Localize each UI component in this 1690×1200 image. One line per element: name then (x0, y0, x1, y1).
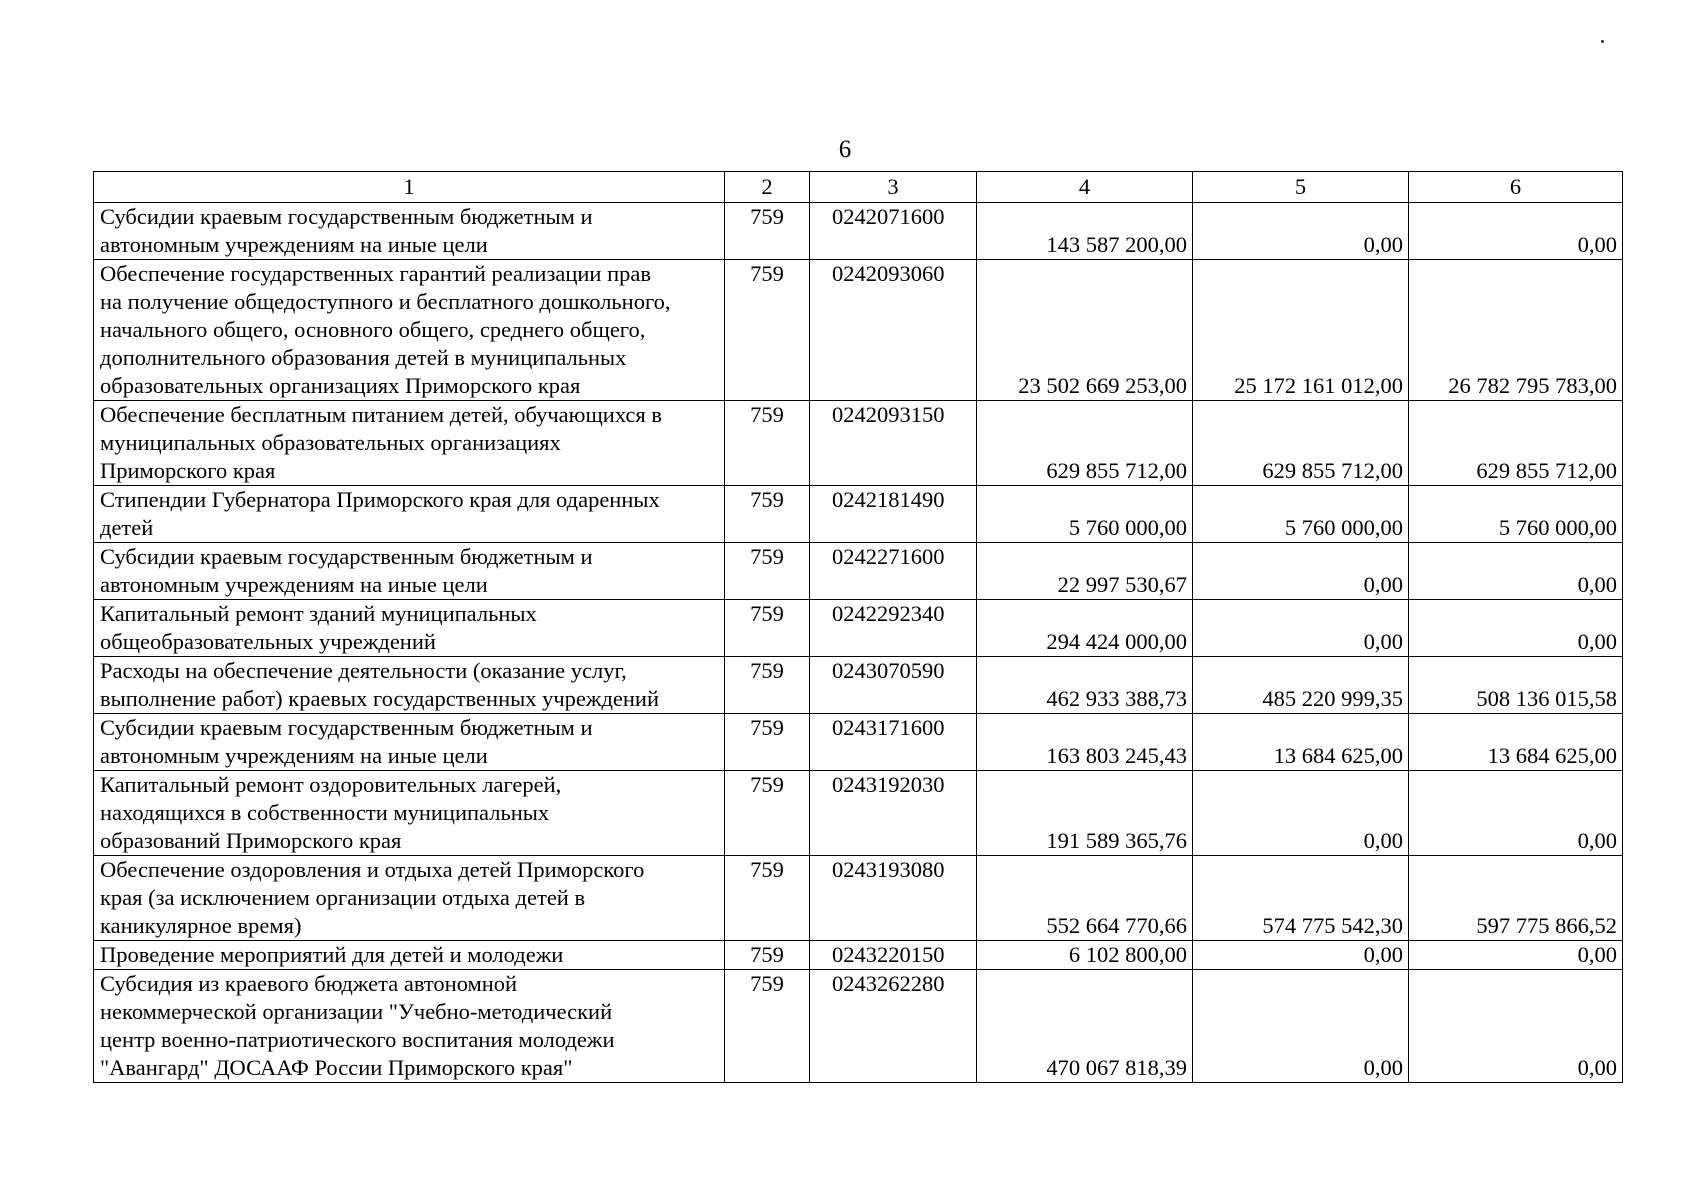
ministry-code-cell: 759 (725, 941, 810, 970)
target-code-cell: 0243192030 (810, 771, 977, 856)
amount-cell-col5: 0,00 (1193, 941, 1409, 970)
amount-cell-col5: 574 775 542,30 (1193, 856, 1409, 941)
ministry-code-cell: 759 (725, 260, 810, 401)
expense-name-line: "Авангард" ДОСААФ России Приморского края" (100, 1055, 573, 1080)
expense-name-cell (94, 970, 725, 1083)
amount-cell-col4: 5 760 000,00 (977, 486, 1193, 543)
expense-name-line: Обеспечение государственных гарантий реализации прав (100, 261, 651, 286)
target-code-cell: 0243193080 (810, 856, 977, 941)
amount-cell-col6: 0,00 (1409, 600, 1623, 657)
amount-cell-col5: 0,00 (1193, 543, 1409, 600)
target-code-cell: 0243070590 (810, 657, 977, 714)
column-header: 3 (810, 172, 977, 203)
amount-cell-col5: 25 172 161 012,00 (1193, 260, 1409, 401)
expense-name-line: муниципальных образовательных организациях (100, 430, 561, 455)
expense-name-cell (94, 486, 725, 543)
target-code-cell: 0242271600 (810, 543, 977, 600)
target-code-cell: 0243220150 (810, 941, 977, 970)
expense-name-line: Капитальный ремонт зданий муниципальных (100, 601, 537, 626)
amount-cell-col5: 0,00 (1193, 970, 1409, 1083)
expense-name-line: образовательных организациях Приморского края (100, 373, 581, 398)
expense-name-line: образований Приморского края (100, 828, 402, 853)
amount-cell-col6: 597 775 866,52 (1409, 856, 1623, 941)
expense-name-cell (94, 203, 725, 260)
expense-name-line: Капитальный ремонт оздоровительных лагерей, (100, 772, 562, 797)
expense-name-line: некоммерческой организации "Учебно-методический (100, 999, 613, 1024)
scan-speck (1601, 40, 1604, 43)
ministry-code-cell: 759 (725, 543, 810, 600)
amount-cell-col5: 0,00 (1193, 600, 1409, 657)
expense-name-line: дополнительного образования детей в муниципальных (100, 345, 627, 370)
expense-name-line: находящихся в собственности муниципальных (100, 800, 550, 825)
column-header: 2 (725, 172, 810, 203)
table-row (94, 401, 1623, 486)
expense-name-line: Приморского края (100, 458, 276, 483)
amount-cell-col6: 0,00 (1409, 970, 1623, 1083)
amount-cell-col5: 13 684 625,00 (1193, 714, 1409, 771)
expense-name-line: автономным учреждениям на иные цели (100, 232, 488, 257)
expense-name-line: начального общего, основного общего, среднего общего, (100, 317, 646, 342)
amount-cell-col5: 0,00 (1193, 771, 1409, 856)
amount-cell-col4: 22 997 530,67 (977, 543, 1193, 600)
expense-name-line: Расходы на обеспечение деятельности (оказание услуг, (100, 658, 627, 683)
amount-cell-col5: 5 760 000,00 (1193, 486, 1409, 543)
target-code-cell: 0242093060 (810, 260, 977, 401)
expense-name-line: Обеспечение оздоровления и отдыха детей Приморского (100, 857, 645, 882)
amount-cell-col5: 629 855 712,00 (1193, 401, 1409, 486)
expense-name-line: Субсидии краевым государственным бюджетным и (100, 204, 593, 229)
amount-cell-col4: 163 803 245,43 (977, 714, 1193, 771)
table-row (94, 657, 1623, 714)
expense-name-line: Обеспечение бесплатным питанием детей, обучающихся в (100, 402, 663, 427)
target-code-cell: 0242071600 (810, 203, 977, 260)
amount-cell-col4: 629 855 712,00 (977, 401, 1193, 486)
target-code-cell: 0242292340 (810, 600, 977, 657)
ministry-code-cell: 759 (725, 203, 810, 260)
ministry-code-cell: 759 (725, 714, 810, 771)
target-code-cell: 0242093150 (810, 401, 977, 486)
expense-name-line: Субсидии краевым государственным бюджетным и (100, 544, 593, 569)
table-row (94, 600, 1623, 657)
amount-cell-col4: 552 664 770,66 (977, 856, 1193, 941)
expense-name-line: каникулярное время) (100, 913, 302, 938)
expense-name-cell (94, 941, 725, 970)
amount-cell-col4: 6 102 800,00 (977, 941, 1193, 970)
expense-name-line: Проведение мероприятий для детей и молодежи (100, 942, 564, 967)
table-row (94, 970, 1623, 1083)
expense-name-cell (94, 771, 725, 856)
expense-name-line: на получение общедоступного и бесплатного дошкольного, (100, 289, 671, 314)
target-code-cell: 0242181490 (810, 486, 977, 543)
amount-cell-col5: 0,00 (1193, 203, 1409, 260)
amount-cell-col6: 26 782 795 783,00 (1409, 260, 1623, 401)
table-row (94, 771, 1623, 856)
table-row (94, 486, 1623, 543)
expense-name-line: края (за исключением организации отдыха детей в (100, 885, 586, 910)
expense-name-line: Стипендии Губернатора Приморского края для одаренных (100, 487, 660, 512)
table-row (94, 260, 1623, 401)
column-header: 4 (977, 172, 1193, 203)
expense-name-line: автономным учреждениям на иные цели (100, 572, 488, 597)
expense-name-cell (94, 600, 725, 657)
target-code-cell: 0243171600 (810, 714, 977, 771)
ministry-code-cell: 759 (725, 657, 810, 714)
amount-cell-col6: 629 855 712,00 (1409, 401, 1623, 486)
column-header: 1 (94, 172, 725, 203)
expense-name-cell (94, 856, 725, 941)
table-row (94, 543, 1623, 600)
column-header: 5 (1193, 172, 1409, 203)
amount-cell-col6: 0,00 (1409, 203, 1623, 260)
amount-cell-col6: 13 684 625,00 (1409, 714, 1623, 771)
expense-name-line: выполнение работ) краевых государственных учреждений (100, 686, 660, 711)
expense-name-line: автономным учреждениям на иные цели (100, 743, 488, 768)
expense-name-line: центр военно-патриотического воспитания молодежи (100, 1027, 615, 1052)
amount-cell-col4: 191 589 365,76 (977, 771, 1193, 856)
expense-name-line: детей (100, 515, 154, 540)
table-header-row (94, 172, 1623, 203)
ministry-code-cell: 759 (725, 600, 810, 657)
amount-cell-col4: 23 502 669 253,00 (977, 260, 1193, 401)
table-row (94, 856, 1623, 941)
expense-name-cell (94, 714, 725, 771)
page-number: 6 (838, 136, 852, 163)
amount-cell-col6: 5 760 000,00 (1409, 486, 1623, 543)
ministry-code-cell: 759 (725, 771, 810, 856)
amount-cell-col4: 462 933 388,73 (977, 657, 1193, 714)
expense-name-line: Субсидии краевым государственным бюджетным и (100, 715, 593, 740)
expense-name-cell (94, 401, 725, 486)
amount-cell-col6: 508 136 015,58 (1409, 657, 1623, 714)
expense-name-cell (94, 543, 725, 600)
expense-name-line: Субсидия из краевого бюджета автономной (100, 971, 518, 996)
table-row (94, 203, 1623, 260)
table-row (94, 714, 1623, 771)
amount-cell-col4: 470 067 818,39 (977, 970, 1193, 1083)
expense-name-cell (94, 260, 725, 401)
amount-cell-col6: 0,00 (1409, 941, 1623, 970)
column-header: 6 (1409, 172, 1623, 203)
expense-name-line: общеобразовательных учреждений (100, 629, 436, 654)
ministry-code-cell: 759 (725, 486, 810, 543)
amount-cell-col5: 485 220 999,35 (1193, 657, 1409, 714)
ministry-code-cell: 759 (725, 856, 810, 941)
budget-table (93, 171, 1623, 1083)
expense-name-cell (94, 657, 725, 714)
amount-cell-col4: 294 424 000,00 (977, 600, 1193, 657)
ministry-code-cell: 759 (725, 970, 810, 1083)
amount-cell-col6: 0,00 (1409, 771, 1623, 856)
table-row (94, 941, 1623, 970)
amount-cell-col6: 0,00 (1409, 543, 1623, 600)
amount-cell-col4: 143 587 200,00 (977, 203, 1193, 260)
target-code-cell: 0243262280 (810, 970, 977, 1083)
ministry-code-cell: 759 (725, 401, 810, 486)
